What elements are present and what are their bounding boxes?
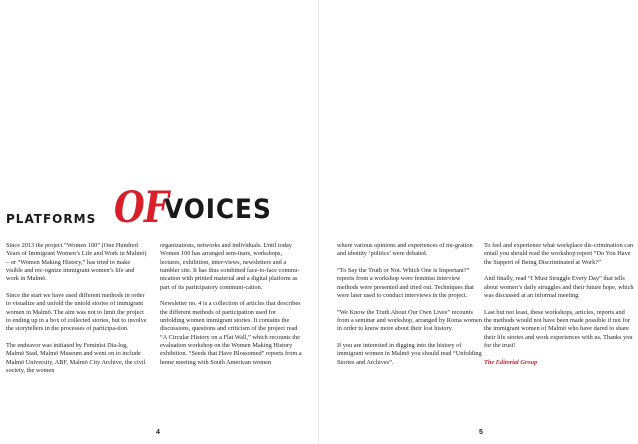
paragraph: where various opinions and experiences of mi-gration and identity ‘politics’ were debated. [337,242,473,258]
paragraph: organizations, networks and individuals. Until today Women 100 has arranged sem-inars, workshops, lectures, exhibition, inter-views, newsletters and a tumbler site. It has thus combined face-to-face commu-nication with printed material and a digital platform as part of its participatory communi-cation. [160,242,300,291]
paragraph: And finally, read “I Must Struggle Every Day” that tells about women’s daily struggles and their future hope, which was discussed at an informal meeting. [484,275,634,300]
text-column-2 [160,242,302,376]
page-spread-divider [318,0,319,444]
paragraph: Since 2013 the project “Women 100” (One Hundred Years of Immigrant Women’s Life and Work in Malmö) – or “Women Making History,” has tried to make visible and rec-ognize immigrant women’s life and work in Malmö. [6,242,147,283]
text-column-4 [484,242,634,376]
paragraph: Newsletter no. 4 is a collection of articles that describes the different methods of participation used for unfolding women immigrant stories. It contains the discussions, questions and criticism of the project read “A Circular History on a Flat Wall,” which recounts the evaluation workshop on the Women Making History exhibition. “Seeds that Have Blossomed” reports from a home meeting with South American women [160,300,302,366]
paragraph: If you are interested in digging into the history of immigrant women in Malmö you should read “Unfolding Stories and Archives”. [337,342,482,366]
page-number-left: 4 [156,429,160,436]
page-number-right: 5 [479,429,483,436]
paragraph: The endeavor was initiated by Feminist Dia-log, Malmö Stad, Malmö Museum and went on to include Malmö University, ABF, Malmö City Archive, the civil society, the women [6,342,146,375]
text-column-1 [6,242,147,384]
title-word-voices: VOICES [164,194,272,225]
paragraph: Last but not least, these workshops, articles, reports and the methods would not have been made possible if not for the immigrant women of Malmö who have dared to share their life stories and work experiences with us. Thanks you for the trust! [484,308,633,350]
paragraph: “To Say the Truth or Not. Which One is Important?” reports from a workshop were feminist interview methods were presented and tried out. Techniques that were later used to conduct interviews in the project. [337,267,474,300]
paragraph: Since the start we have used different methods in order to visualize and unfold the untold stories of immigrant women in Malmö. The aim was not to limit the project to ending up in a box of collected stories, but to involve the storytellers in the processes of participa-tion. [6,292,147,333]
title-word-of: OF [114,183,169,233]
text-column-3 [337,242,483,376]
title-word-platforms: platforms [6,208,97,227]
paragraph: To feel and experience what workplace dis-crimination can entail you should read the workshop report “Do You Have the Support of Being Discriminated at Work?” [484,242,634,266]
editorial-signature: The Editorial Group [484,358,538,366]
paragraph: “We Know the Truth About Our Own Lives” recounts from a seminar and workshop, arranged by Roma women in order to know more about their lost history. [337,308,482,333]
